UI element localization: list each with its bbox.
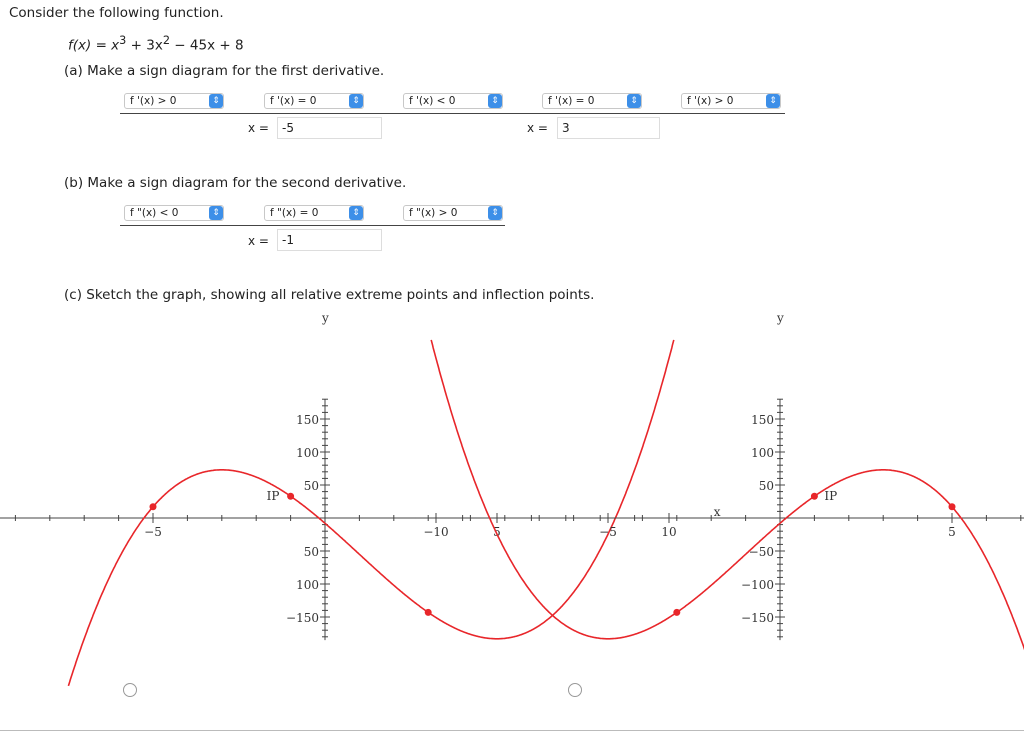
bottom-divider	[0, 730, 1024, 731]
part-a-x-label-2: x =	[527, 121, 548, 135]
extreme-point	[425, 609, 432, 616]
x-tick-label: 5	[493, 525, 501, 539]
part-b-select-2[interactable]	[264, 205, 364, 221]
part-a-select-4[interactable]	[542, 93, 642, 109]
y-tick-label: 50	[303, 545, 319, 559]
x-tick-label: −5	[144, 525, 162, 539]
part-b-x-label-1: x =	[248, 234, 269, 248]
y-tick-label: 50	[303, 479, 319, 493]
y-axis-label: y	[322, 311, 329, 325]
inflection-point	[287, 493, 294, 500]
part-b-label: (b) Make a sign diagram for the second derivative.	[64, 175, 407, 191]
part-a-select-4-value: f '(x) = 0	[548, 95, 595, 107]
part-a-x-input-1[interactable]	[277, 117, 382, 139]
updown-chevron-icon: ⇕	[766, 94, 780, 108]
y-axis-label: y	[777, 311, 784, 325]
fx-mid1: + 3x	[126, 37, 163, 54]
sign-diagram-line-b	[120, 225, 505, 226]
part-b-select-1[interactable]	[124, 205, 224, 221]
y-tick-label: −150	[741, 611, 774, 625]
y-tick-label: 100	[296, 446, 319, 460]
inflection-point-label: IP	[266, 489, 280, 504]
part-b-select-3-value: f "(x) > 0	[409, 207, 458, 219]
updown-chevron-icon: ⇕	[488, 206, 502, 220]
fx-exp1: 3	[119, 34, 127, 47]
part-a-select-5[interactable]	[681, 93, 781, 109]
part-b-select-1-value: f "(x) < 0	[130, 207, 179, 219]
part-a-select-2-value: f '(x) = 0	[270, 95, 317, 107]
part-a-select-1-value: f '(x) > 0	[130, 95, 177, 107]
question-text: Consider the following function.	[9, 5, 224, 21]
part-a-select-5-value: f '(x) > 0	[687, 95, 734, 107]
inflection-point-label: IP	[824, 489, 838, 504]
y-tick-label: −150	[286, 611, 319, 625]
graph-left	[120, 306, 721, 696]
updown-chevron-icon: ⇕	[627, 94, 641, 108]
function-definition	[68, 34, 244, 54]
part-a-x-input-2[interactable]	[557, 117, 660, 139]
y-tick-label: −100	[741, 578, 774, 592]
extreme-point	[673, 609, 680, 616]
sign-diagram-line-a	[120, 113, 785, 114]
y-tick-label: 100	[751, 446, 774, 460]
y-tick-label: 150	[296, 413, 319, 427]
x-tick-label: 10	[661, 525, 677, 539]
part-a-x-value-1: -5	[282, 121, 294, 135]
updown-chevron-icon: ⇕	[209, 94, 223, 108]
graph-right	[423, 306, 985, 696]
extreme-point	[150, 503, 157, 510]
x-axis-label: x	[713, 505, 721, 519]
part-b-x-input-1[interactable]	[277, 229, 382, 251]
part-c-label: (c) Sketch the graph, showing all relative extreme points and inflection points.	[64, 287, 595, 303]
part-b-select-3[interactable]	[403, 205, 503, 221]
y-tick-label: −50	[748, 545, 774, 559]
x-tick-label: 5	[948, 525, 956, 539]
x-tick-label: −10	[423, 525, 449, 539]
part-a-x-label-1: x =	[248, 121, 269, 135]
part-b-select-2-value: f "(x) = 0	[270, 207, 319, 219]
radio-graph-right[interactable]	[568, 683, 582, 697]
radio-graph-left[interactable]	[123, 683, 137, 697]
part-a-label: (a) Make a sign diagram for the first derivative.	[64, 63, 385, 79]
fx-exp2: 2	[162, 34, 170, 47]
part-a-select-3[interactable]	[403, 93, 503, 109]
updown-chevron-icon: ⇕	[349, 206, 363, 220]
updown-chevron-icon: ⇕	[349, 94, 363, 108]
part-a-select-3-value: f '(x) < 0	[409, 95, 456, 107]
updown-chevron-icon: ⇕	[488, 94, 502, 108]
fx-prefix: f(x) = x	[68, 37, 120, 54]
x-tick-label: −5	[599, 525, 617, 539]
fx-rest: − 45x + 8	[170, 37, 244, 54]
part-b-x-value-1: -1	[282, 233, 294, 247]
part-a-select-1[interactable]	[124, 93, 224, 109]
y-tick-label: 150	[751, 413, 774, 427]
y-tick-label: 100	[296, 578, 319, 592]
extreme-point	[949, 503, 956, 510]
updown-chevron-icon: ⇕	[209, 206, 223, 220]
part-a-x-value-2: 3	[562, 121, 570, 135]
y-tick-label: 50	[758, 479, 774, 493]
inflection-point	[811, 493, 818, 500]
part-a-select-2[interactable]	[264, 93, 364, 109]
